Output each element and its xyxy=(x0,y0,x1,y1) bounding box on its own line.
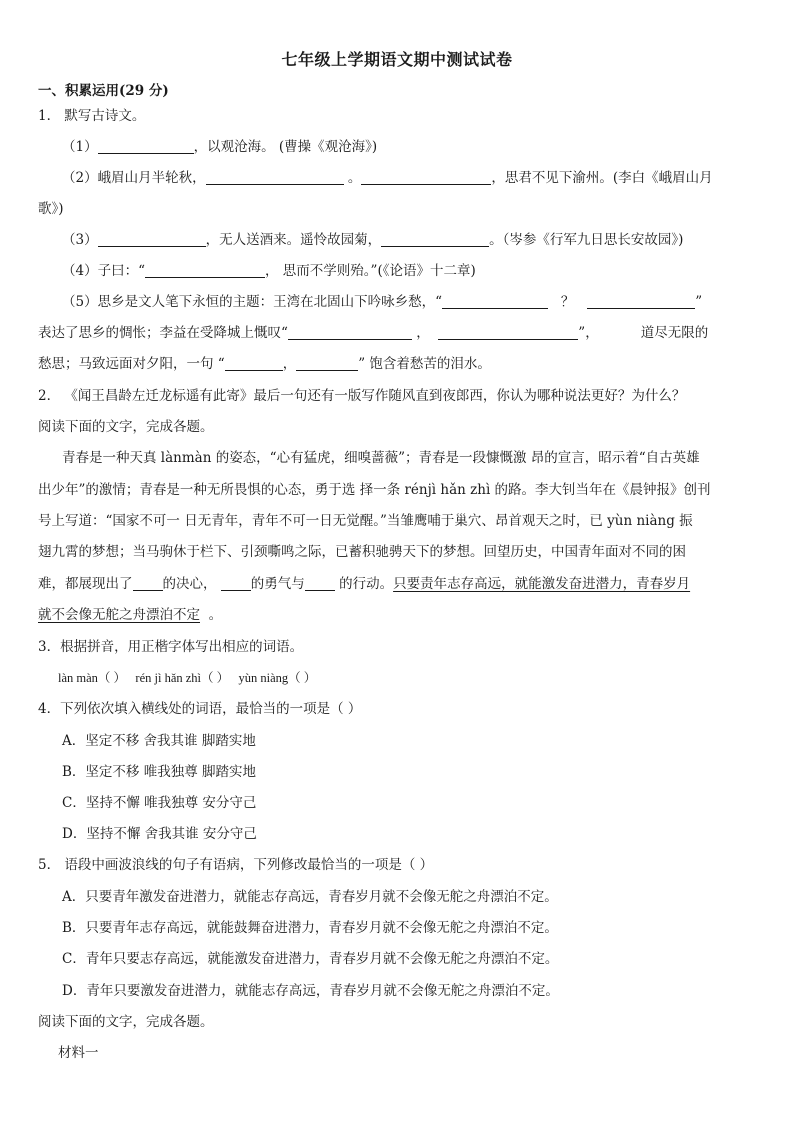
passage-text: 的决心， xyxy=(162,576,217,592)
option-a[interactable]: A．坚定不移 舍我其谁 脚踏实地 xyxy=(62,733,256,749)
item-text: ，无人送酒来。遥怜故园菊， xyxy=(205,232,382,248)
reading-intro: 阅读下面的文字，完成各题。 xyxy=(38,1014,214,1030)
passage-line: 号上写道：“国家不可一 日无青年，青年不可一日无觉醒。”当雏鹰哺于巢穴、昂首观天之时，已 yùn niàng 振 xyxy=(38,513,693,529)
question-text: 根据拼音，用正楷字体写出相应的词语。 xyxy=(60,639,304,655)
option-c[interactable]: C．坚持不懈 唯我独尊 安分守己 xyxy=(62,795,257,811)
reading-intro: 阅读下面的文字，完成各题。 xyxy=(38,419,214,435)
pinyin-item: làn màn（ ） xyxy=(58,671,127,685)
item-text: ”， xyxy=(578,325,599,341)
item-text: ， xyxy=(416,325,430,341)
q1-item-4 xyxy=(62,261,760,281)
passage-text: 的行动。 xyxy=(339,576,394,592)
item-text: ？ xyxy=(560,294,575,310)
passage-text: 难，都展现出了 xyxy=(38,576,133,592)
item-text: 道尽无限的 xyxy=(640,325,709,341)
answer-blank[interactable] xyxy=(442,293,548,309)
question-5 xyxy=(38,855,760,875)
answer-blank[interactable] xyxy=(145,262,265,278)
option-d[interactable]: D．青年只要激发奋进潜力，就能志存高远，青春岁月就不会像无舵之舟漂泊不定。 xyxy=(62,983,559,999)
item-text: ， 思而不学则殆。”(《论语》十二章) xyxy=(265,263,476,279)
answer-blank[interactable] xyxy=(98,231,206,247)
item-text: ， xyxy=(282,356,297,372)
item-label: （3） xyxy=(62,232,98,248)
question-text: 下列依次填入横线处的词语，最恰当的一项是（ ） xyxy=(60,701,362,717)
material-label: 材料一 xyxy=(58,1045,99,1061)
question-4 xyxy=(38,699,760,719)
answer-blank[interactable] xyxy=(206,169,344,185)
passage-line xyxy=(38,605,760,625)
answer-blank[interactable] xyxy=(305,575,335,591)
answer-blank[interactable] xyxy=(587,293,695,309)
answer-blank[interactable] xyxy=(438,324,578,340)
question-number: 4． xyxy=(38,701,61,717)
question-text: 《闻王昌龄左迁龙标遥有此寄》最后一句还有一版写作随风直到夜郎西，你认为哪种说法更好？为什么？ xyxy=(64,388,686,404)
question-number: 5． xyxy=(38,857,61,873)
answer-blank[interactable] xyxy=(288,324,412,340)
item-text: ” 饱含着愁苦的泪水。 xyxy=(358,356,491,372)
question-2 xyxy=(38,386,760,406)
item-text: 愁思；马致远面对夕阳，一句 “ xyxy=(38,356,225,372)
q1-item-3 xyxy=(62,230,760,250)
item-text: （4）子曰：“ xyxy=(62,263,145,279)
answer-blank[interactable] xyxy=(296,355,358,371)
section-heading: 一、积累运用(29 分) xyxy=(38,83,169,99)
answer-blank[interactable] xyxy=(225,355,283,371)
question-number: 3． xyxy=(38,639,61,655)
q1-item-5 xyxy=(62,292,760,312)
item-label: （1） xyxy=(62,139,98,155)
question-1-stem xyxy=(38,106,760,126)
item-text: 表达了思乡的惆怅；李益在受降城上慨叹“ xyxy=(38,325,288,341)
option-b[interactable]: B．只要青年志存高远，就能鼓舞奋进潜力，青春岁月就不会像无舵之舟漂泊不定。 xyxy=(62,920,558,936)
option-a[interactable]: A．只要青年激发奋进潜力，就能志存高远，青春岁月就不会像无舵之舟漂泊不定。 xyxy=(62,889,558,905)
passage-line xyxy=(38,574,760,594)
passage-text: 。 xyxy=(208,607,223,623)
question-text: 默写古诗文。 xyxy=(64,108,146,124)
item-text: 。 xyxy=(347,170,362,186)
q1-item-1 xyxy=(62,137,760,157)
item-text: ，思君不见下渝州。(李白《峨眉山月 xyxy=(491,170,713,186)
passage-line: 翅九霄的梦想；当马驹休于栏下、引颈嘶鸣之际，已蓄积驰骋天下的梦想。回望历史，中国青年面对不同的困 xyxy=(38,544,686,560)
question-text: 语段中画波浪线的句子有语病，下列修改最恰当的一项是（ ） xyxy=(60,857,434,873)
question-3 xyxy=(38,637,760,657)
pinyin-row xyxy=(58,668,760,688)
passage-line: 出少年”的激情；青春是一种无所畏惧的心态，勇于选 择一条 rénjì hǎn zhì 的路。李大钊当年在《晨钟报》创刊 xyxy=(38,482,711,498)
passage-text: 的勇气与 xyxy=(250,576,305,592)
item-text: 。（岑参《行军九日思长安故园》) xyxy=(489,232,684,248)
answer-blank[interactable] xyxy=(133,575,163,591)
option-c[interactable]: C．青年只要志存高远，就能激发奋进潜力，青春岁月就不会像无舵之舟漂泊不定。 xyxy=(62,951,559,967)
q1-item-2-wrap: 歌》) xyxy=(38,201,64,217)
answer-blank[interactable] xyxy=(98,138,194,154)
question-number: 2． xyxy=(38,388,61,404)
pinyin-item: rén jì hǎn zhì（ ） xyxy=(135,671,230,685)
item-text: （5）思乡是文人笔下永恒的主题：王湾在北固山下吟咏乡愁，“ xyxy=(62,294,442,310)
passage-line: 青春是一种天真 lànmàn 的姿态，“心有猛虎，细嗅蔷薇”；青春是一段慷慨激 昂的宣言，昭示着“自古英雄 xyxy=(62,450,700,466)
answer-blank[interactable] xyxy=(361,169,491,185)
underlined-sentence: 就不会像无舵之舟漂泊不定 xyxy=(38,607,200,623)
answer-blank[interactable] xyxy=(381,231,489,247)
item-text: ，以观沧海。 (曹操《观沧海》) xyxy=(193,139,378,155)
option-d[interactable]: D．坚持不懈 舍我其谁 安分守己 xyxy=(62,826,257,842)
answer-blank[interactable] xyxy=(221,575,251,591)
q1-item-2 xyxy=(62,168,760,188)
item-text: ” xyxy=(695,294,703,310)
item-text: （2）峨眉山月半轮秋， xyxy=(62,170,206,186)
exam-title: 七年级上学期语文期中测试试卷 xyxy=(281,50,513,69)
question-number: 1． xyxy=(38,108,61,124)
q1-item-5-line2 xyxy=(38,323,760,343)
underlined-sentence: 只要责年志存高远，就能激发奋进潜力，青春岁月 xyxy=(393,576,691,592)
q1-item-5-line3 xyxy=(38,354,760,374)
option-b[interactable]: B．坚定不移 唯我独尊 脚踏实地 xyxy=(62,764,257,780)
pinyin-item: yùn niàng（ ） xyxy=(238,671,317,685)
